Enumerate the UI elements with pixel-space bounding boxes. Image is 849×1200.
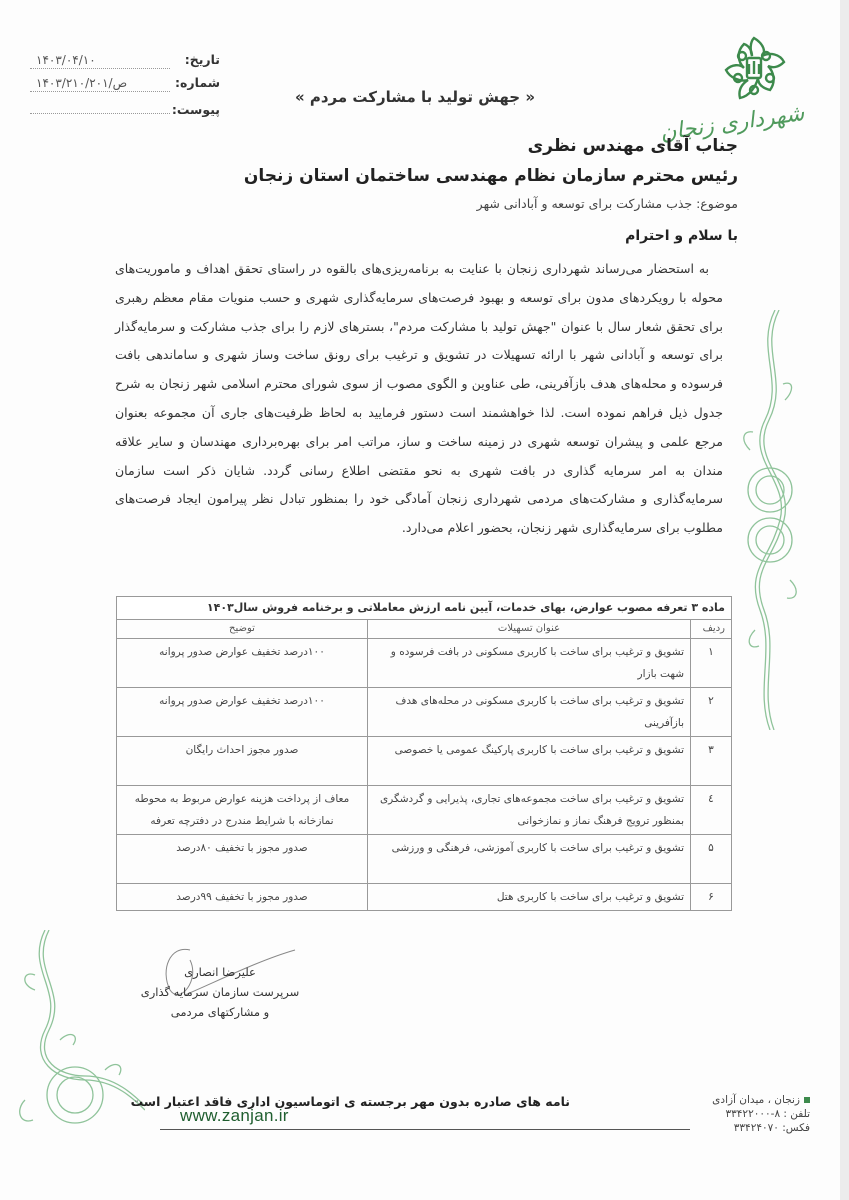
row-title: تشویق و ترغیب برای ساخت با کاربری مسکونی در محله‌های هدف بازآفرینی [368, 688, 691, 737]
table-row [117, 688, 732, 737]
recipient-title: رئیس محترم سازمان نظام مهندسی ساختمان استان زنجان [243, 166, 738, 186]
recipient-block [244, 131, 738, 191]
row-number: ۶ [691, 884, 732, 911]
row-number: ٤ [691, 786, 732, 835]
row-description: ۱۰۰درصد تخفیف عوارض صدور پروانه [117, 639, 368, 688]
number-value: ۱۴۰۳/۲۱۰/۲۰۱/ص [30, 76, 170, 92]
signatory-name: علیرضا انصاری [184, 965, 256, 979]
table-row [117, 639, 732, 688]
row-description: ۱۰۰درصد تخفیف عوارض صدور پروانه [117, 688, 368, 737]
attachment-label: پیوست: [171, 102, 220, 117]
attachment-row [30, 98, 220, 121]
number-row [30, 75, 220, 98]
logo-caption: شهرداری زنجان [658, 100, 806, 146]
footer-website-link[interactable]: www.zanjan.ir [180, 1106, 289, 1125]
municipality-logo-icon [718, 34, 790, 106]
footer-warning: نامه های صادره بدون مهر برجسته ی اتوماسیون اداری فاقد اعتبار است [130, 1094, 570, 1109]
header-title: عنوان تسهیلات [368, 620, 691, 639]
table-row [117, 835, 732, 884]
row-number: ۳ [691, 737, 732, 786]
footer-divider [160, 1129, 690, 1130]
recipient-name: جناب آقای مهندس نظری [527, 136, 738, 156]
date-value: ۱۴۰۳/۰۴/۱۰ [30, 53, 170, 69]
footer-address: زنجان ، میدان آزادی [712, 1094, 800, 1106]
subject-line: موضوع: جذب مشارکت برای توسعه و آبادانی شهر [476, 196, 738, 211]
footer-phone: تلفن : ۸-۳۳۴۲۲۰۰۰ [725, 1108, 810, 1120]
letter-meta [30, 52, 220, 121]
slogan: « جهش تولید با مشارکت مردم » [294, 88, 536, 106]
row-number: ۱ [691, 639, 732, 688]
greeting: با سلام و احترام [625, 228, 738, 244]
signatory-title-2: و مشارکتهای مردمی [170, 1005, 270, 1019]
row-description: صدور مجوز با تخفیف ۹۹درصد [117, 884, 368, 911]
date-row [30, 52, 220, 75]
number-label: شماره: [175, 75, 220, 90]
table-row [117, 737, 732, 786]
row-title: تشویق و ترغیب برای ساخت با کاربری آموزشی، فرهنگی و ورزشی [368, 835, 691, 884]
row-number: ۲ [691, 688, 732, 737]
left-ornament-icon [15, 930, 145, 1140]
table-caption: ماده ۳ تعرفه مصوب عوارض، بهای خدمات، آیین نامه ارزش معاملاتی و برخنامه فروش سال۱۴۰۳ [117, 597, 732, 620]
header-row-number: ردیف [691, 620, 732, 639]
incentives-table [116, 596, 732, 911]
right-ornament-icon [735, 310, 805, 730]
footer-contact [690, 1093, 810, 1135]
table-row [117, 786, 732, 835]
row-title: تشویق و ترغیب برای ساخت با کاربری مسکونی در بافت فرسوده و شهت بازار [368, 639, 691, 688]
row-description: معاف از پرداخت هزینه عوارض مربوط به محوطه نمازخانه با شرایط مندرج در دفترچه تعرفه [117, 786, 368, 835]
row-title: تشویق و ترغیب برای ساخت با کاربری هتل [368, 884, 691, 911]
attachment-value [30, 98, 170, 114]
row-description: صدور مجوز احداث رایگان [117, 737, 368, 786]
row-title: تشویق و ترغیب برای ساخت مجموعه‌های تجاری، پذیرایی و گردشگری بمنظور ترویج فرهنگ نماز و نمازخوانی [368, 786, 691, 835]
footer-fax: فکس: ۳۳۴۲۴۰۷۰ [733, 1122, 810, 1134]
letter-body: به استحضار می‌رساند شهرداری زنجان با عنایت به برنامه‌ریزی‌های بالقوه در راستای تحقق اهداف و ماموریت‌های محوله با رویکردهای مدون برای توسعه و بهبود فرصت‌های سرمایه‌گذاری شهری و حسب منویات مقام معظم رهبری برای تحقق شعار سال با عنوان "جهش تولید با مشارکت مردم"، بسترهای لازم را برای جذب مشارکت و سرمایه‌گذار برای توسعه و آبادانی شهر با ارائه تسهیلات در تشویق و ترغیب برای رونق ساخت وساز شهری و ساماندهی بافت فرسوده و محله‌های هدف بازآفرینی، طی عناوین و الگوی مصوب از سوی شورای محترم اسلامی شهر زنجان به شرح جدول ذیل فراهم نموده است. لذا خواهشمند است دستور فرمایید به لحاظ ظرفیت‌های جاری آن مجموعه بعنوان مرجع علمی و پیشران توسعه شهری در زمینه ساخت و ساز، مراتب امر برای بهره‌برداری مهندسان و سایر علاقه مندان به امر سرمایه گذاری در بافت شهری به نحو مقتضی اطلاع رسانی گردد. شایان ذکر است سازمان سرمایه‌گذاری و مشارکت‌های مردمی شهرداری زنجان آمادگی خود را بمنظور تبادل نظر پیرامون ایجاد فرصت‌های مطلوب برای سرمایه‌گذاری شهر زنجان، بحضور اعلام می‌دارد. [115, 261, 723, 536]
row-description: صدور مجوز با تخفیف ۸۰درصد [117, 835, 368, 884]
row-title: تشویق و ترغیب برای ساخت با کاربری پارکینگ عمومی یا خصوصی [368, 737, 691, 786]
date-label: تاریخ: [184, 52, 220, 67]
bullet-icon [804, 1097, 810, 1103]
signatory-title: سرپرست سازمان سرمایه گذاری [140, 985, 300, 999]
row-number: ۵ [691, 835, 732, 884]
table-row [117, 884, 732, 911]
header-description: توضیح [117, 620, 368, 639]
page-edge [840, 0, 849, 1200]
signature-block [140, 962, 300, 1022]
